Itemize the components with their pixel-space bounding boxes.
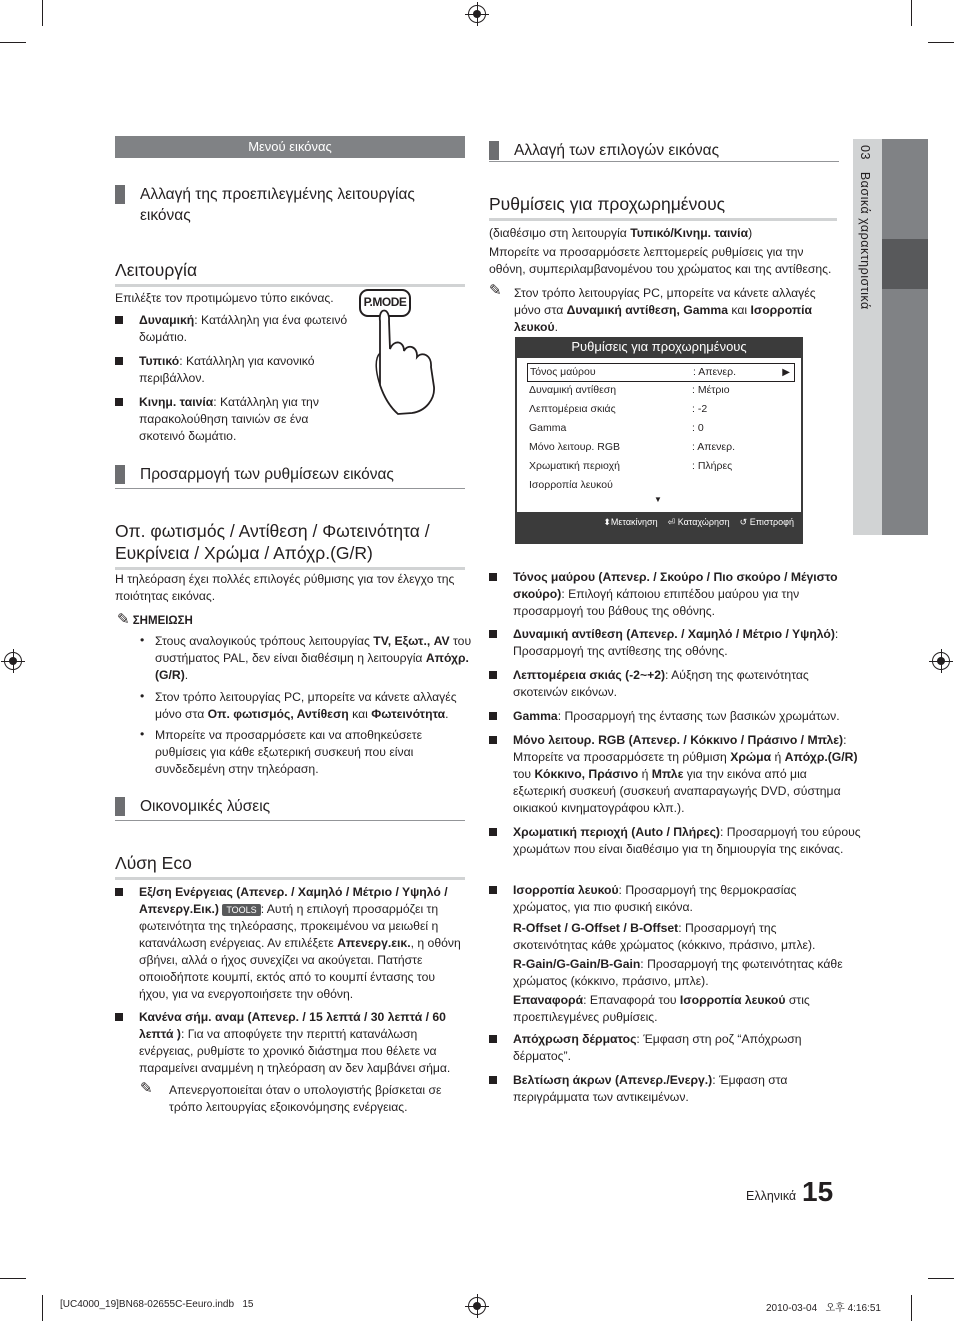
- osd-row[interactable]: Δυναμική αντίθεση : Μέτριο: [529, 384, 730, 396]
- chapter-tab-bar: [882, 139, 928, 535]
- availability-note: (διαθέσιμο στη λειτουργία Τυπικό/Κινημ. ταινία): [489, 226, 753, 240]
- pencil-icon: ✎: [117, 611, 130, 628]
- crop-mark: [42, 1295, 43, 1321]
- osd-footer: ⬍Μετακίνηση ⏎ Καταχώρηση ↺ Επιστροφή: [603, 517, 794, 527]
- list-item: Τόνος μαύρου (Απενερ. / Σκούρο / Πιο σκούρο / Μέγιστο σκούρο): Επιλογή κάποιου επιπέδου μαύρου για την προσαρμογή του βάθους της οθόνης.: [489, 569, 858, 620]
- list-item: Εξ/ση Ενέργειας (Απενερ. / Χαμηλό / Μέτριο / Υψηλό / Απενεργ.Εικ.) TOOLS : Αυτή η επιλογή προσαρμόζει τη φωτεινότητα της τηλεόρασης, προκειμένου να μειωθεί η κατανάλωση ενέργειας. Αν επιλέξετε Απενεργ.εικ., η οθόνη σβήνει, αλλά ο ήχος συνεχίζει να ακούγεται. Πατήστε οποιοδήποτε κουμπί, εκτός από το κουμπί έντασης του ήχου, για να ενεργοποιήσετε την οθόνη.: [115, 884, 461, 1003]
- scroll-down-icon[interactable]: ▼: [654, 495, 662, 504]
- heading-eco: Λύση Eco: [115, 852, 465, 880]
- osd-row[interactable]: Ισορροπία λευκού: [529, 479, 613, 491]
- list-item: Τυπικό: Κατάλληλη για κανονικό περιβάλλον.: [115, 353, 339, 387]
- registration-mark-icon: [468, 1297, 486, 1315]
- osd-advanced-settings-menu: [515, 337, 803, 544]
- note-item: • Μπορείτε να προσαρμόσετε και να αποθηκεύσετε ρυθμίσεις για κάθε εξωτερική συσκευή που είναι συνδεδεμένη στην τηλεόραση.: [140, 727, 455, 778]
- note-item: • Στους αναλογικούς τρόπους λειτουργίας TV, Εξωτ., AV του συστήματος PAL, δεν είναι διαθέσιμη η λειτουργία Απόχρ.(G/R).: [140, 633, 473, 684]
- backlight-text: Η τηλεόραση έχει πολλές επιλογές ρύθμισης για τον έλεγχο της ποιότητας εικόνας.: [115, 572, 455, 603]
- osd-row[interactable]: Λεπτομέρεια σκιάς : -2: [529, 403, 708, 415]
- wb-reset: Επαναφορά: Επαναφορά του Ισορροπία λευκού στις προεπιλεγμένες ρυθμίσεις.: [513, 993, 810, 1024]
- crop-mark: [42, 0, 43, 26]
- list-item: Απόχρωση δέρματος: Έμφαση στη ροζ “Απόχρωση δέρματος”.: [489, 1031, 838, 1065]
- heading-backlight: Οπ. φωτισμός / Αντίθεση / Φωτεινότητα / Ευκρίνεια / Χρώμα / Απόχρ.(G/R): [115, 520, 465, 570]
- chapter-title: 03 Βασικά χαρακτηριστικά: [858, 145, 872, 310]
- wb-offset: R-Offset / G-Offset / B-Offset: Προσαρμογή της σκοτεινότητας κάθε χρώματος (κόκκινο, πράσινο, μπλε).: [513, 921, 816, 952]
- pmode-button-hand-illustration: [358, 287, 440, 417]
- advanced-intro: Μπορείτε να προσαρμόσετε λεπτομερείς ρυθμίσεις για την οθόνη, συμπεριλαμβανομένου του χρώματος και της αντίθεσης.: [489, 245, 832, 276]
- subsection-heading: Αλλαγή της προεπιλεγμένης λειτουργίας εικόνας: [115, 184, 465, 226]
- list-item: Δυναμική: Κατάλληλη για ένα φωτεινό δωμάτιο.: [115, 312, 379, 346]
- subsection-heading: Προσαρμογή των ρυθμίσεων εικόνας: [115, 464, 465, 489]
- page-number: 15: [802, 1176, 834, 1207]
- registration-mark-icon: [468, 5, 486, 23]
- list-item: Λεπτομέρεια σκιάς (-2~+2): Αύξηση της φωτεινότητας σκοτεινών εικόνων.: [489, 667, 843, 701]
- footer-language: Ελληνικά: [746, 1189, 797, 1203]
- registration-mark-icon: [4, 652, 22, 670]
- pc-note: Στον τρόπο λειτουργίας PC, μπορείτε να κάνετε αλλαγές μόνο στα Δυναμική αντίθεση, Gamma και Ισορροπία λευκού.: [514, 286, 816, 334]
- list-item: Χρωματική περιοχή (Auto / Πλήρες): Προσαρμογή του εύρους χρωμάτων που είναι διαθέσιμο για τη δημιουργία της εικόνας.: [489, 824, 863, 858]
- crop-mark: [928, 1278, 954, 1279]
- note-item: • Στον τρόπο λειτουργίας PC, μπορείτε να κάνετε αλλαγές μόνο στα Οπ. φωτισμός, Αντίθεση και Φωτεινότητα.: [140, 689, 477, 723]
- move-icon: ⬍: [603, 517, 611, 527]
- crop-mark: [0, 1278, 26, 1279]
- note-label: ✎ ΣΗΜΕΙΩΣΗ: [117, 611, 193, 628]
- osd-row[interactable]: Gamma : 0: [529, 422, 704, 434]
- subsection-heading: Οικονομικές λύσεις: [115, 796, 465, 821]
- osd-row-selected[interactable]: Τόνος μαύρου : Απενερ. ▶: [527, 363, 795, 382]
- triangle-right-icon: ▶: [782, 367, 790, 378]
- crop-mark: [911, 1295, 912, 1321]
- list-item: Βελτίωση άκρων (Απενερ./Ενεργ.): Έμφαση στα περιγράμματα των αντικειμένων.: [489, 1072, 823, 1106]
- osd-list: [517, 358, 801, 512]
- list-item: Κινημ. ταινία: Κατάλληλη για την παρακολούθηση ταινιών σε ένα σκοτεινό δωμάτιο.: [115, 394, 349, 445]
- pencil-icon: ✎: [140, 1080, 153, 1097]
- crop-mark: [911, 0, 912, 26]
- registration-mark-icon: [932, 652, 950, 670]
- osd-title: Ρυθμίσεις για προχωρημένους: [571, 339, 747, 354]
- pencil-icon: ✎: [489, 282, 502, 299]
- enter-icon: ⏎: [667, 517, 676, 527]
- list-item: Gamma: Προσαρμογή της έντασης των βασικών χρωμάτων.: [489, 708, 863, 725]
- eco-note: Απενεργοποιείται όταν ο υπολογιστής βρίσκεται σε τρόπο λειτουργίας εξοικονόμησης ενέργειας.: [169, 1083, 442, 1114]
- crop-mark: [928, 42, 954, 43]
- list-item: Δυναμική αντίθεση (Απενερ. / Χαμηλό / Μέτριο / Υψηλό): Προσαρμογή της αντίθεσης της οθόνης.: [489, 626, 858, 660]
- list-item: Ισορροπία λευκού: Προσαρμογή της θερμοκρασίας χρώματος, για πιο φυσική εικόνα.: [489, 882, 833, 916]
- print-file-info: [UC4000_19]BN68-02655C-Eeuro.indb 15: [60, 1299, 254, 1310]
- mode-intro: Επιλέξτε τον προτιμώμενο τύπο εικόνας.: [115, 291, 334, 305]
- heading-advanced: Ρυθμίσεις για προχωρημένους: [489, 193, 837, 221]
- crop-mark: [0, 42, 26, 43]
- print-date-info: 2010-03-04 오후 4:16:51: [766, 1303, 881, 1314]
- pmode-label: P.MODE: [363, 295, 407, 309]
- wb-gain: R-Gain/G-Gain/B-Gain: Προσαρμογή της φωτεινότητας κάθε χρώματος (κόκκινο, πράσινο, μπλε).: [513, 957, 843, 988]
- list-item: Μόνο λειτουρ. RGB (Απενερ. / Κόκκινο / Πράσινο / Μπλε): Μπορείτε να προσαρμόσετε τη ρύθμιση Χρώμα ή Απόχρ.(G/R) του Κόκκινο, Πράσινο ή Μπλε για την εικόνα από μια εξωτερική συσκευή (συσκευή αναπαραγωγής DVD, σύστημα οικιακού κινηματογράφου κλπ.).: [489, 732, 858, 817]
- osd-row[interactable]: Χρωματική περιοχή : Πλήρες: [529, 460, 733, 472]
- chapter-tab-marker: [882, 239, 928, 289]
- heading-mode: Λειτουργία: [115, 259, 465, 287]
- return-icon: ↺: [739, 517, 748, 527]
- list-item: Κανένα σήμ. αναμ (Απενερ. / 15 λεπτά / 30 λεπτά / 60 λεπτά ): Για να αποφύγετε την περιττή κατανάλωση ενέργειας, ρυθμίστε το χρονικό διάστημα που θέλετε να παραμείνει αναμμένη η τηλεόραση αν δεν λαμβάνει σήμα.: [115, 1009, 461, 1077]
- subsection-heading: Αλλαγή των επιλογών εικόνας: [489, 140, 839, 162]
- section-title: Μενού εικόνας: [115, 136, 465, 158]
- tools-button-icon: TOOLS: [222, 904, 260, 916]
- osd-row[interactable]: Μόνο λειτουρ. RGB : Απενερ.: [529, 441, 736, 453]
